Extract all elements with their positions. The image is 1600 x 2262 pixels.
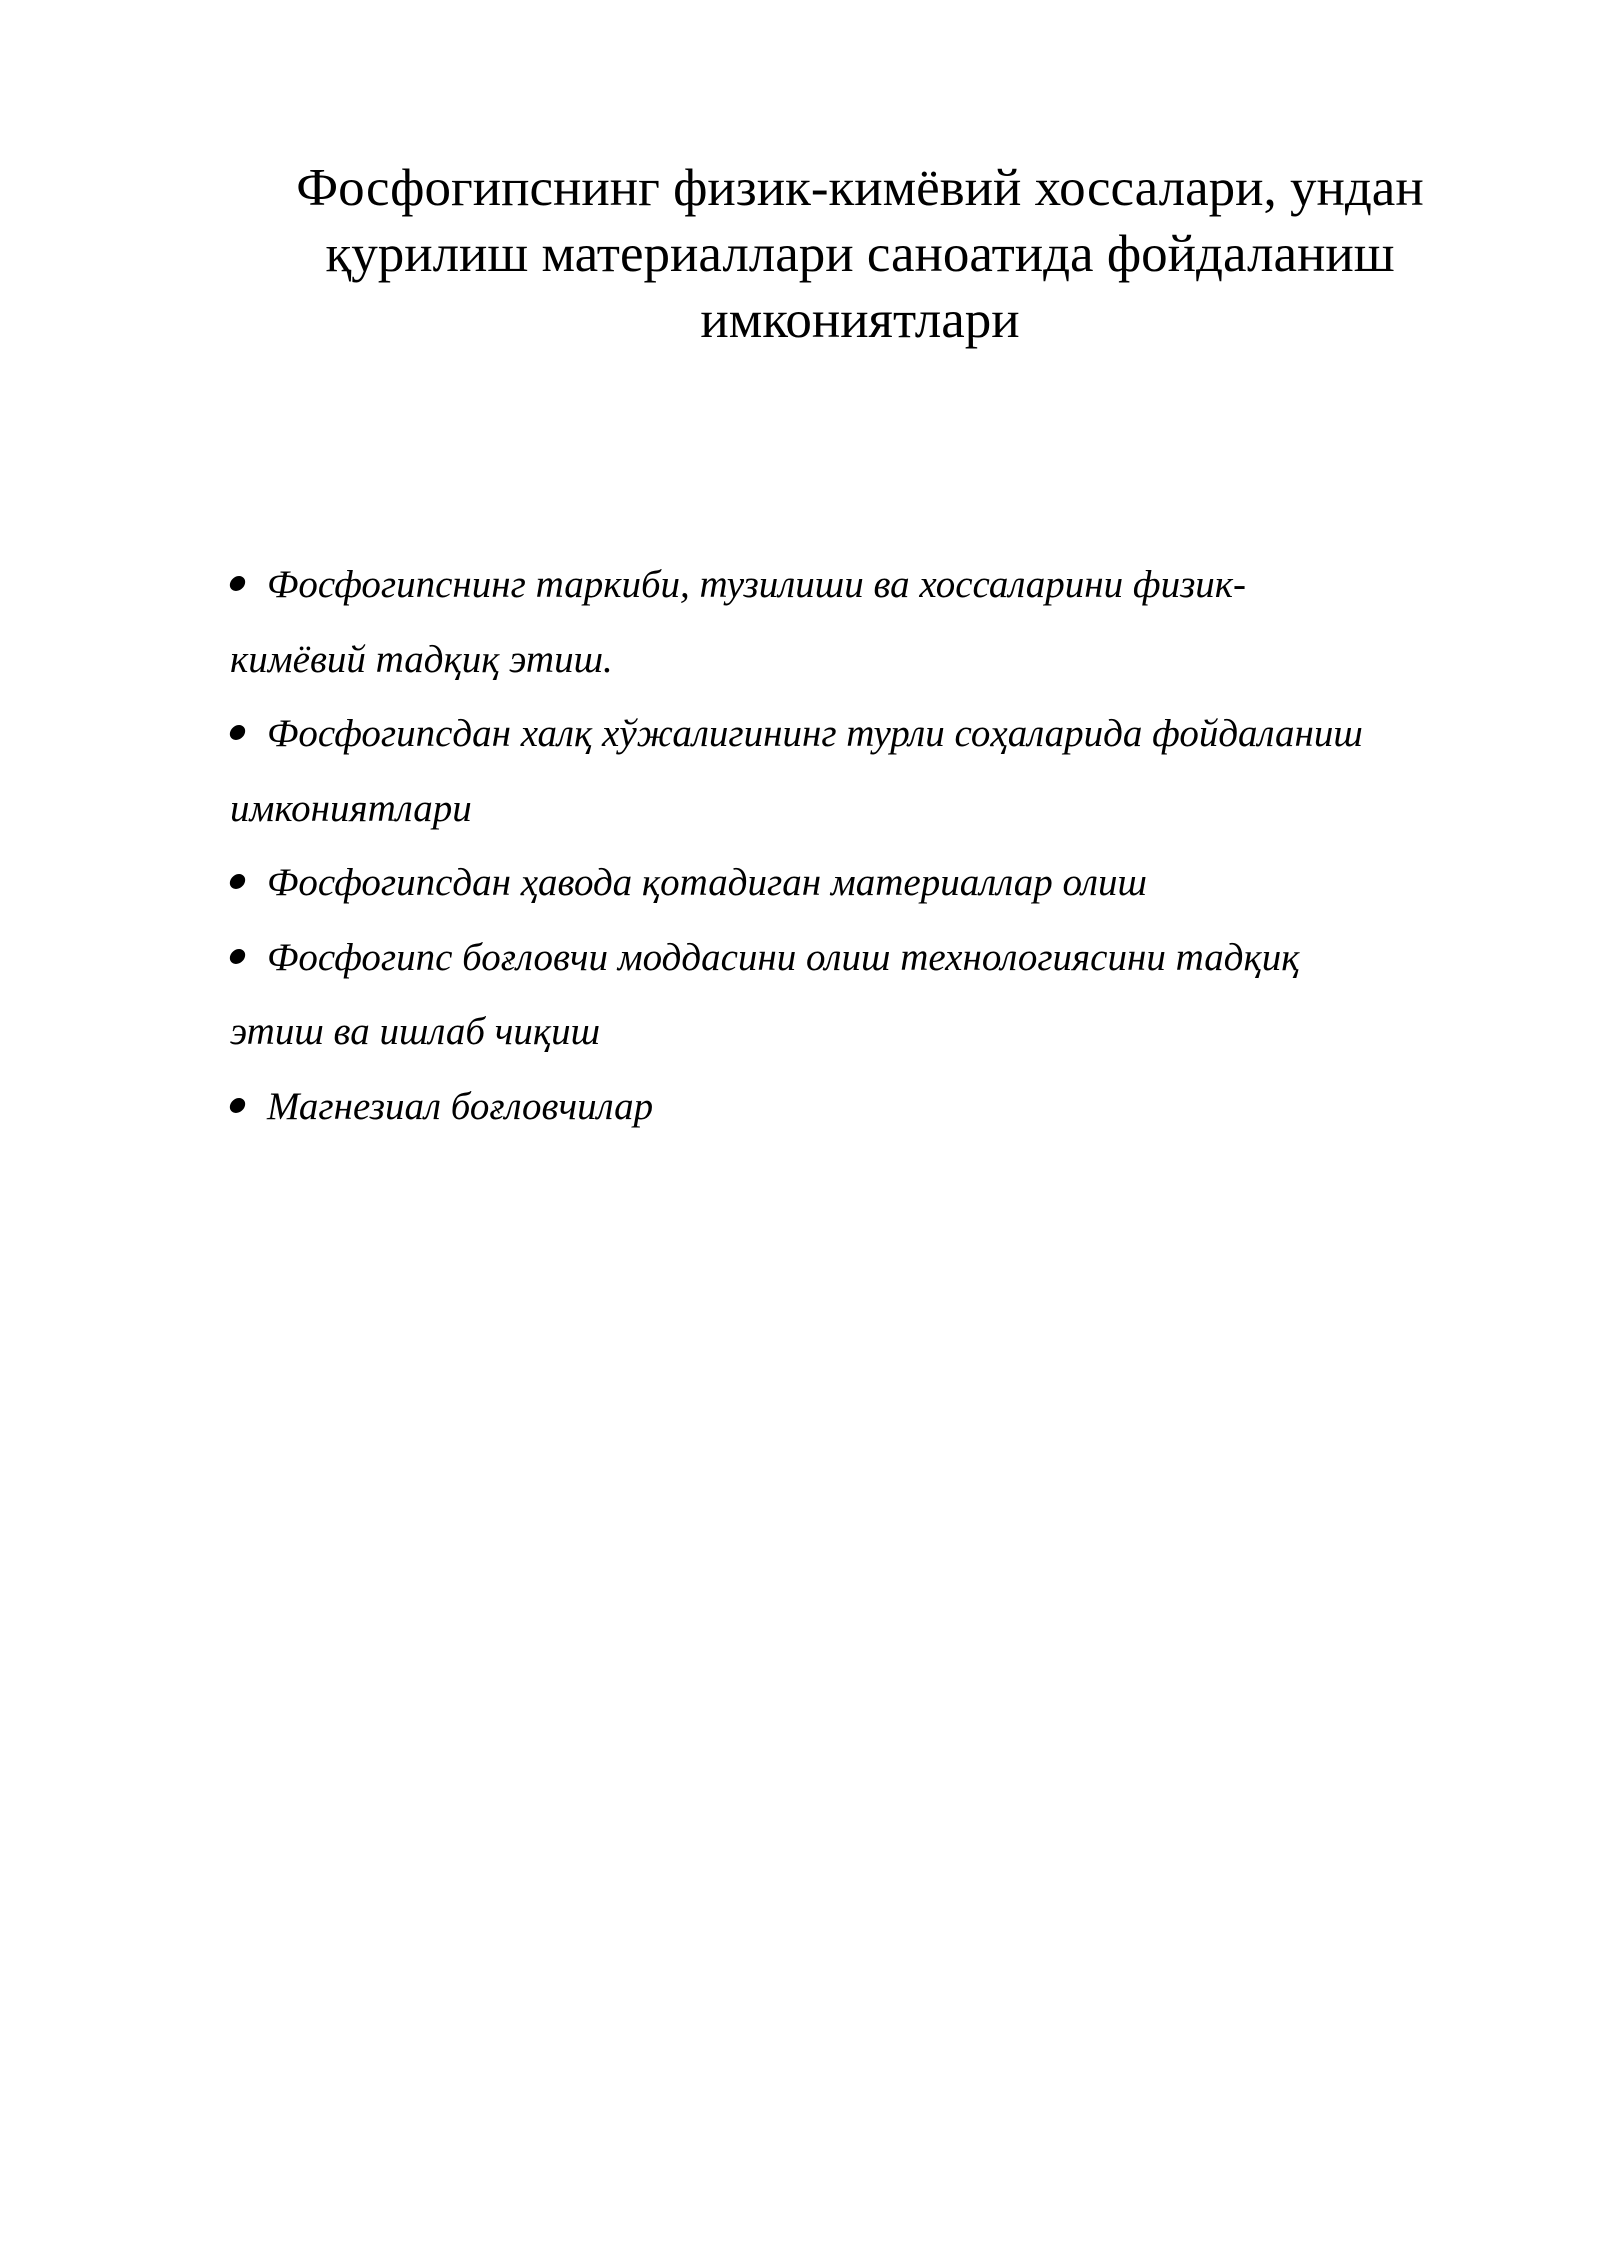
- bullet-line: [230, 846, 1530, 921]
- bullet-text: Фосфогипснинг таркиби, тузилиши ва хоссаларини физик-: [267, 563, 1247, 606]
- bullet-list: [230, 548, 1530, 1144]
- bullet-dot-icon: [228, 725, 246, 740]
- bullet-text: Фосфогипс боғловчи моддасини олиш технологиясини тадқиқ: [267, 935, 1300, 979]
- bullet-dot-icon: [228, 576, 246, 591]
- bullet-line: имкониятлари: [230, 786, 472, 830]
- bullet-dot-icon: [228, 874, 246, 889]
- title-line: Фосфогипснинг физик-кимёвий хоссалари, ундан: [296, 159, 1424, 217]
- bullet-dot-icon: [228, 1098, 246, 1113]
- bullet-line: этиш ва ишлаб чиқиш: [230, 1010, 601, 1053]
- bullet-item: [230, 548, 1530, 697]
- bullet-item: [230, 1070, 1530, 1145]
- title-line: қурилиш материаллари саноатида фойдаланиш: [325, 225, 1395, 283]
- bullet-item: [230, 921, 1530, 1070]
- bullet-line: кимёвий тадқиқ этиш.: [230, 637, 613, 681]
- title-line: имкониятлари: [700, 291, 1020, 349]
- bullet-line: [230, 921, 1530, 996]
- bullet-text: Фосфогипсдан халқ хўжалигининг турли соҳаларида фойдаланиш: [267, 712, 1363, 755]
- page-title: [200, 155, 1520, 353]
- bullet-text: Фосфогипсдан ҳавода қотадиган материаллар олиш: [267, 861, 1147, 904]
- bullet-item: [230, 697, 1530, 846]
- bullet-item: [230, 846, 1530, 921]
- bullet-dot-icon: [228, 949, 246, 964]
- bullet-line: [230, 1070, 1530, 1145]
- bullet-line: [230, 548, 1530, 623]
- bullet-line: [230, 697, 1530, 772]
- bullet-text: Магнезиал боғловчилар: [267, 1084, 654, 1128]
